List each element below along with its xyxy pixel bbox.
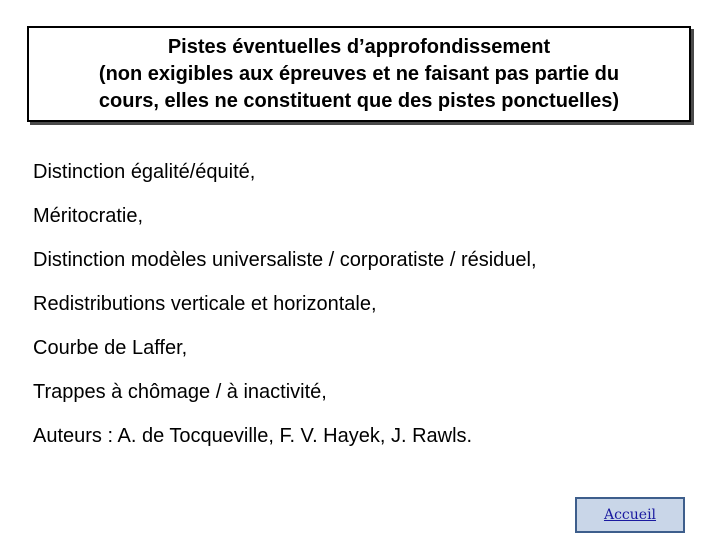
topic-item-redistribution: Redistributions verticale et horizontale, [33, 293, 377, 315]
topic-item-welfare-models: Distinction modèles universaliste / corporatiste / résiduel, [33, 249, 537, 271]
topic-item-laffer-curve: Courbe de Laffer, [33, 337, 188, 359]
home-button-label: Accueil [603, 507, 657, 523]
topic-item-authors: Auteurs : A. de Tocqueville, F. V. Hayek, J. Rawls. [33, 425, 473, 447]
topic-item-equality-equity: Distinction égalité/équité, [33, 161, 256, 183]
topic-list [33, 160, 537, 468]
title-line-1: Pistes éventuelles d’approfondissement [167, 35, 551, 58]
topic-item-meritocracy: Méritocratie, [33, 205, 144, 227]
title-line-2: (non exigibles aux épreuves et ne faisant pas partie du [98, 62, 620, 85]
title-line-3: cours, elles ne constituent que des pistes ponctuelles) [98, 89, 620, 112]
home-button[interactable] [575, 497, 685, 533]
title-box [27, 26, 691, 122]
topic-item-traps: Trappes à chômage / à inactivité, [33, 381, 327, 403]
